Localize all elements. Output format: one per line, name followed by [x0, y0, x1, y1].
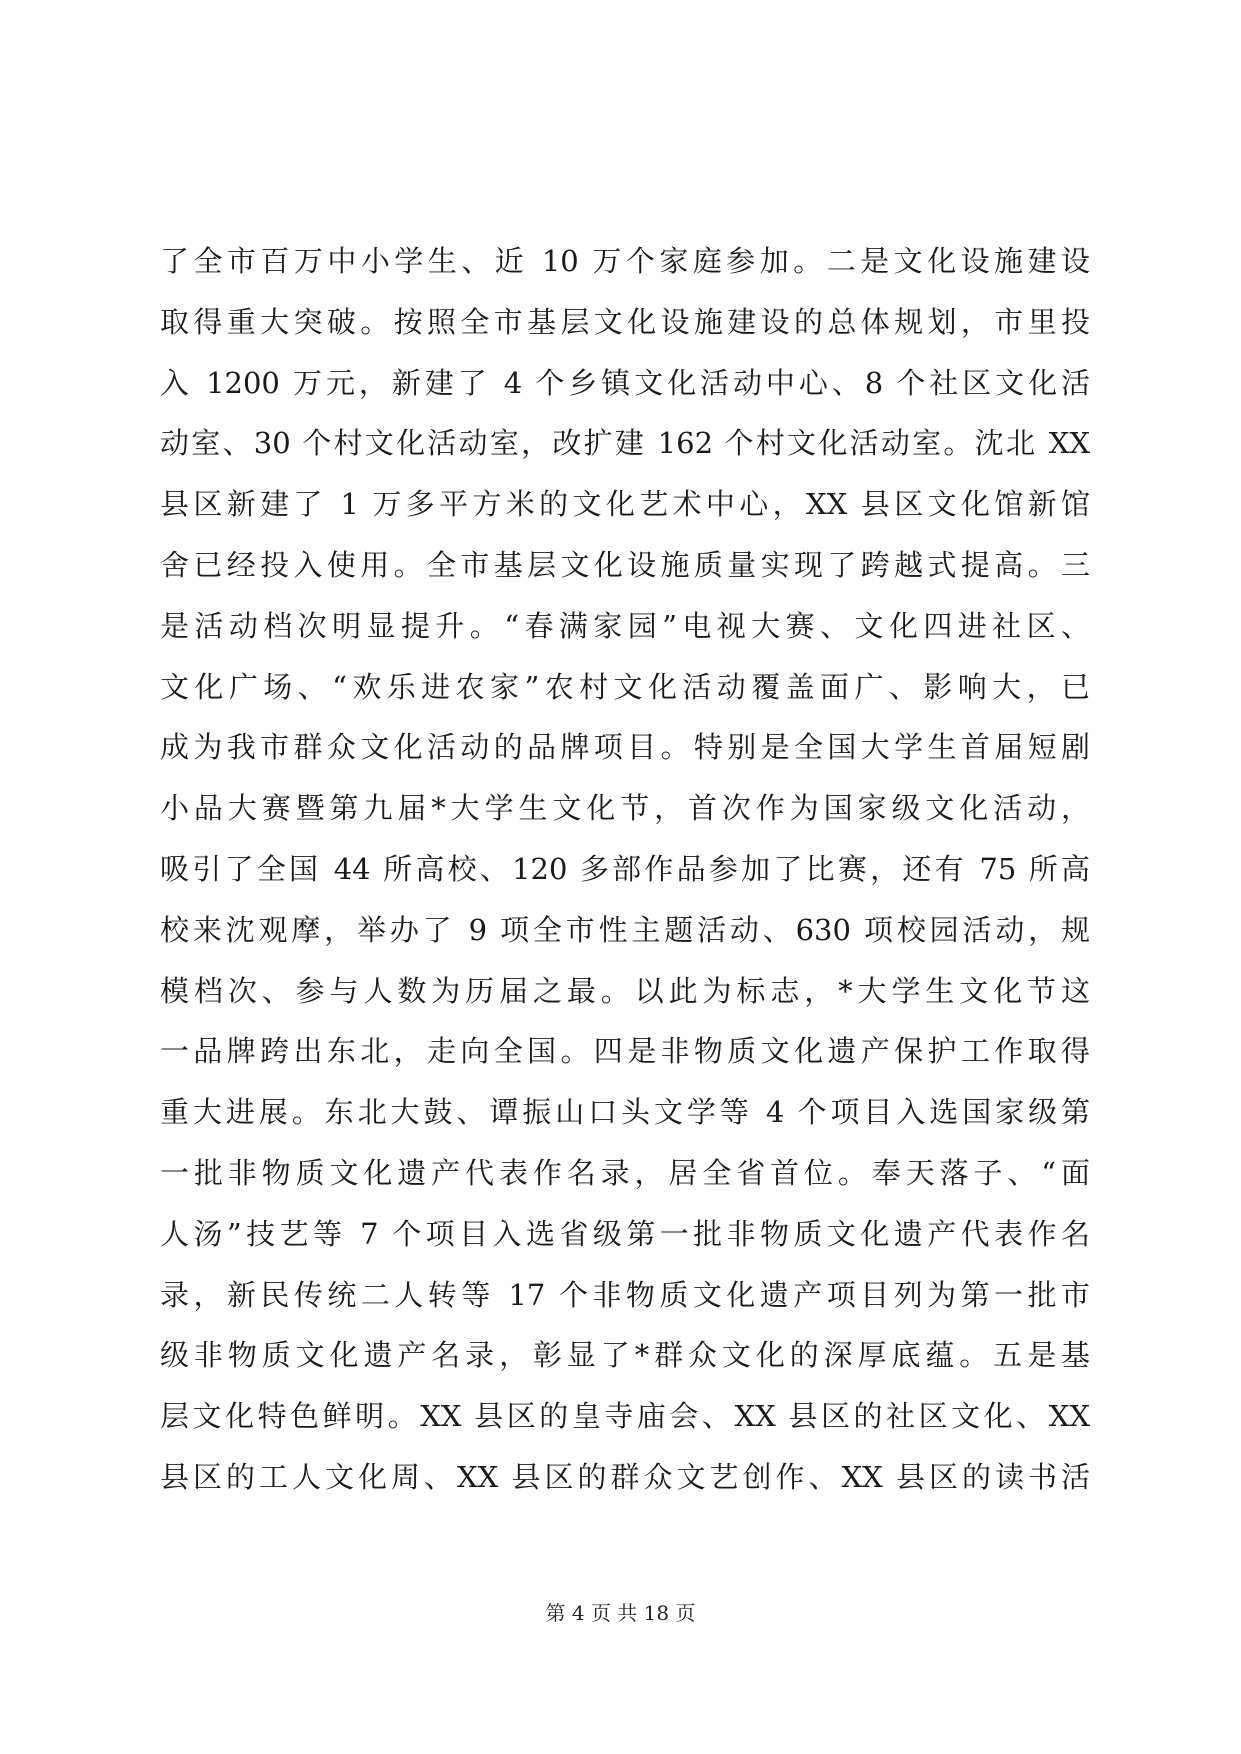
page-number-footer: 第 4 页 共 18 页	[545, 1601, 696, 1625]
text-line: 动室、30 个村文化活动室，改扩建 162 个村文化活动室。沈北 XX	[160, 426, 1090, 461]
text-line: 一品牌跨出东北，走向全国。四是非物质文化遗产保护工作取得	[160, 1034, 1090, 1069]
text-line: 录，新民传统二人转等 17 个非物质文化遗产项目列为第一批市	[160, 1277, 1090, 1312]
text-line: 人汤”技艺等 7 个项目入选省级第一批非物质文化遗产代表作名	[160, 1216, 1090, 1251]
text-line: 模档次、参与人数为历届之最。以此为标志，*大学生文化节这	[160, 973, 1090, 1008]
text-line: 重大进展。东北大鼓、谭振山口头文学等 4 个项目入选国家级第	[160, 1095, 1090, 1130]
text-line: 了全市百万中小学生、近 10 万个家庭参加。二是文化设施建设	[160, 244, 1090, 278]
text-line: 取得重大突破。按照全市基层文化设施建设的总体规划，市里投	[160, 304, 1090, 339]
body-paragraph	[160, 231, 1090, 1508]
text-line: 小品大赛暨第九届*大学生文化节，首次作为国家级文化活动，	[160, 791, 1090, 826]
text-line: 级非物质文化遗产名录，彰显了*群众文化的深厚底蕴。五是基	[160, 1338, 1090, 1373]
text-line: 县区新建了 1 万多平方米的文化艺术中心，XX 县区文化馆新馆	[160, 487, 1090, 522]
text-line: 吸引了全国 44 所高校、120 多部作品参加了比赛，还有 75 所高	[160, 851, 1090, 886]
text-line: 文化广场、“欢乐进农家”农村文化活动覆盖面广、影响大，已	[160, 669, 1090, 704]
text-line: 县区的工人文化周、XX 县区的群众文艺创作、XX 县区的读书活	[160, 1459, 1090, 1494]
text-line: 成为我市群众文化活动的品牌项目。特别是全国大学生首届短剧	[160, 730, 1090, 765]
text-line: 一批非物质文化遗产代表作名录，居全省首位。奉天落子、“面	[160, 1155, 1090, 1190]
text-line: 层文化特色鲜明。XX 县区的皇寺庙会、XX 县区的社区文化、XX	[160, 1399, 1090, 1434]
text-line: 校来沈观摩，举办了 9 项全市性主题活动、630 项校园活动，规	[160, 912, 1090, 947]
text-line: 舍已经投入使用。全市基层文化设施质量实现了跨越式提高。三	[160, 547, 1090, 582]
text-line: 是活动档次明显提升。“春满家园”电视大赛、文化四进社区、	[160, 608, 1090, 643]
text-line: 入 1200 万元，新建了 4 个乡镇文化活动中心、8 个社区文化活	[160, 365, 1090, 400]
